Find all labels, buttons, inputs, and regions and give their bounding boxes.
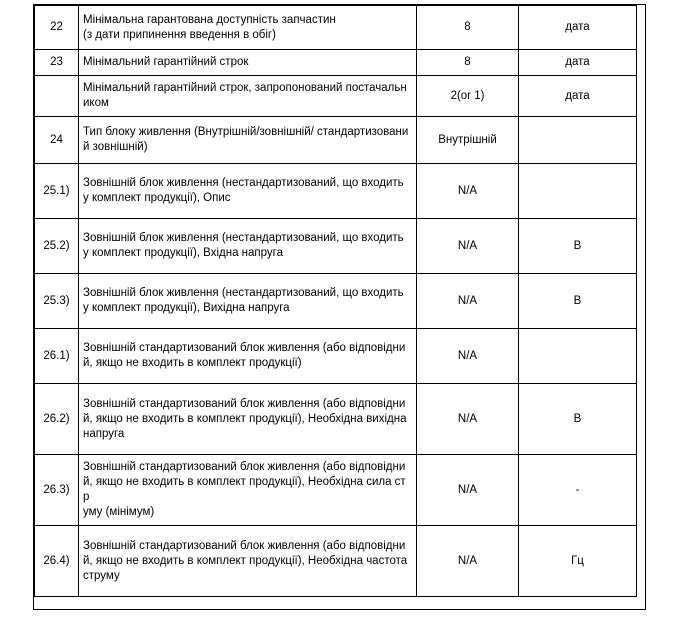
description-line: уму (мінімум)	[83, 506, 155, 518]
description-line: у комплект продукції), Вихідна напруга	[83, 302, 290, 314]
table-row	[35, 329, 637, 384]
table-row	[35, 274, 637, 329]
description-line: Зовнішній стандартизований блок живлення (або відповідни	[83, 461, 406, 473]
row-unit-cell: -	[519, 455, 637, 526]
description-line: Зовнішній стандартизований блок живлення (або відповідни	[83, 397, 406, 410]
description-line: Мінімальний гарантійний строк	[83, 56, 249, 68]
description-line: Тип блоку живлення (Внутрішній/зовнішній/ стандартизовани	[83, 126, 409, 138]
row-unit-cell: Гц	[519, 526, 637, 597]
specification-table	[34, 5, 637, 597]
table-row	[35, 50, 637, 76]
row-number-cell: 25.2)	[35, 219, 79, 274]
description-line: Зовнішній блок живлення (нестандартизований, що входить	[83, 177, 404, 189]
table-row	[35, 117, 637, 164]
row-value-cell: 8	[417, 50, 519, 76]
table-row	[35, 6, 637, 50]
row-description-cell	[79, 76, 417, 117]
row-unit-cell: дата	[519, 76, 637, 117]
row-value-cell: 8	[417, 6, 519, 50]
row-value-cell: N/A	[417, 274, 519, 329]
row-description-cell	[79, 455, 417, 526]
description-line: й, якщо не входить в комплект продукції)	[83, 357, 302, 369]
row-description-cell	[79, 6, 417, 50]
description-line: й, якщо не входить в комплект продукції), Необхідна вихідна	[83, 412, 407, 425]
description-line: иком	[83, 97, 109, 109]
table-row	[35, 164, 637, 219]
description-line: Зовнішній блок живлення (нестандартизований, що входить	[83, 287, 404, 299]
description-line: й зовнішній)	[83, 141, 148, 153]
description-line: Зовнішній стандартизований блок живлення (або відповідни	[83, 539, 406, 552]
table-row	[35, 455, 637, 526]
description-line: й, якщо не входить в комплект продукції), Необхідна частота	[83, 554, 408, 567]
row-number-cell: 25.1)	[35, 164, 79, 219]
description-line: у комплект продукції), Опис	[83, 192, 231, 204]
row-number-cell: 26.3)	[35, 455, 79, 526]
description-line: Зовнішній блок живлення (нестандартизований, що входить	[83, 232, 404, 244]
row-value-cell: N/A	[417, 164, 519, 219]
row-value-cell: N/A	[417, 526, 519, 597]
row-unit-cell: В	[519, 384, 637, 455]
description-line: напруга	[83, 427, 125, 440]
row-unit-cell	[519, 117, 637, 164]
row-value-cell: N/A	[417, 219, 519, 274]
row-description-cell	[79, 50, 417, 76]
description-line: Мінімальний гарантійний строк, запропонований постачальн	[83, 82, 407, 94]
row-description-cell	[79, 274, 417, 329]
row-description-cell	[79, 384, 417, 455]
row-unit-cell: В	[519, 274, 637, 329]
row-value-cell: N/A	[417, 329, 519, 384]
row-description-cell	[79, 219, 417, 274]
row-number-cell: 24	[35, 117, 79, 164]
table-row	[35, 384, 637, 455]
description-line: (з дати припинення введення в обіг)	[83, 28, 276, 41]
row-number-cell: 23	[35, 50, 79, 76]
row-unit-cell	[519, 164, 637, 219]
table-row	[35, 76, 637, 117]
row-unit-cell: дата	[519, 50, 637, 76]
row-number-cell: 22	[35, 6, 79, 50]
description-line: струму	[83, 569, 120, 582]
row-description-cell	[79, 117, 417, 164]
row-description-cell	[79, 164, 417, 219]
row-number-cell	[35, 76, 79, 117]
row-number-cell: 25.3)	[35, 274, 79, 329]
row-unit-cell: В	[519, 219, 637, 274]
table-row	[35, 526, 637, 597]
row-number-cell: 26.2)	[35, 384, 79, 455]
description-line: у комплект продукції), Вхідна напруга	[83, 247, 284, 259]
table-body	[35, 6, 637, 597]
row-description-cell	[79, 329, 417, 384]
description-line: й, якщо не входить в комплект продукції), Необхідна сила стр	[83, 476, 406, 503]
description-line: Зовнішній стандартизований блок живлення (або відповідни	[83, 342, 406, 354]
row-value-cell: N/A	[417, 384, 519, 455]
table-row	[35, 219, 637, 274]
description-line: Мінімальна гарантована доступність запчастин	[83, 13, 336, 26]
row-value-cell: N/A	[417, 455, 519, 526]
row-unit-cell	[519, 329, 637, 384]
row-number-cell: 26.4)	[35, 526, 79, 597]
row-value-cell: 2(or 1)	[417, 76, 519, 117]
row-number-cell: 26.1)	[35, 329, 79, 384]
row-value-cell: Внутрішній	[417, 117, 519, 164]
row-description-cell	[79, 526, 417, 597]
row-unit-cell: дата	[519, 6, 637, 50]
